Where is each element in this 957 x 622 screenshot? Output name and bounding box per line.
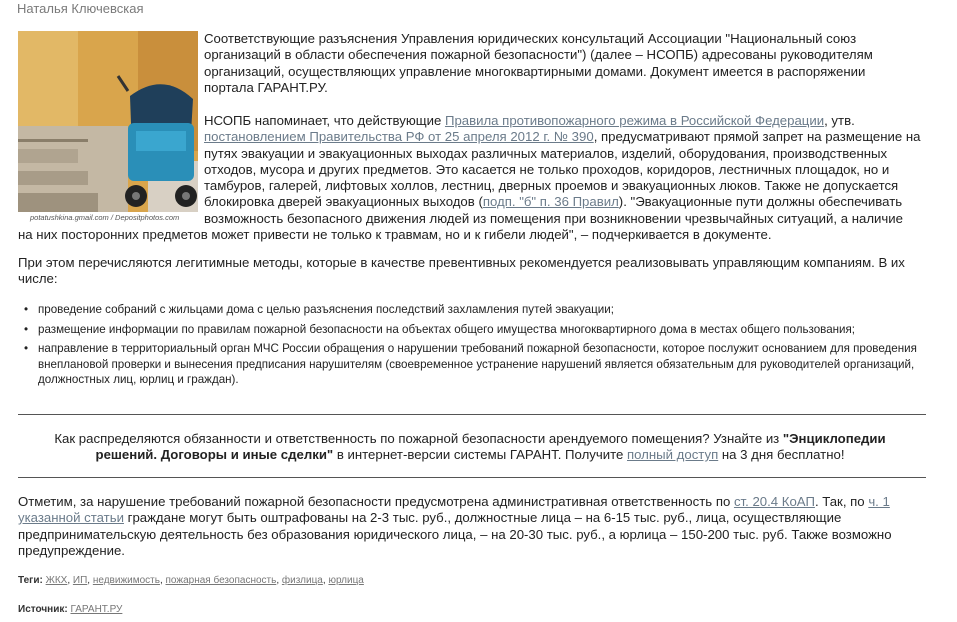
government-decree-link[interactable]: постановлением Правительства РФ от 25 апреля 2012 г. № 390: [204, 129, 594, 145]
methods-paragraph: При этом перечисляются легитимные методы, которые в качестве превентивных рекомендуется реализовывать управляющим компаниям. В их числе:: [18, 255, 905, 287]
rules-text-1: НСОПБ напоминает, что действующие: [204, 113, 445, 128]
promo-text-1: Как распределяются обязанности и ответственность по пожарной безопасности арендуемого помещения? Узнайте из: [54, 431, 783, 446]
source-row: [18, 604, 122, 615]
list-item: • проведение собраний с жильцами дома с целью разъяснения последствий захламления путей эвакуации;: [22, 302, 922, 318]
fire-rules-link[interactable]: Правила противопожарного режима в Российской Федерации: [444, 113, 825, 128]
source-label: Источник:: [18, 604, 68, 615]
tags-label: Теги:: [18, 575, 43, 586]
tag-link[interactable]: недвижимость: [92, 575, 160, 586]
article-part-link[interactable]: ч. 1 указанной статьи: [18, 494, 890, 526]
tag-link[interactable]: ЖКХ: [45, 575, 68, 586]
list-item: • размещение информации по правилам пожарной безопасности на объектах общего имущества многоквартирного дома в местах общего пользования;: [22, 322, 922, 338]
rules-text-3: , предусматривают прямой запрет на размещение на путях эвакуации и эвакуационных выходах различных материалов, изделий, оборудования, производственных отходов, мусора и других предметов. Это касается не только проходов, коридоров, лестничных площадок, но и тамбуров, галерей, лифтовых холлов, лестниц, дверных проемов и эвакуационных люков. Также не допускается блокировка дверей эвакуационных выходов (: [204, 129, 921, 210]
rules-text-4: ). "Эвакуационные пути должны обеспечивать возможность безопасного движения людей из помещения при возникновении чрезвычайных ситуаций, а наличие: [204, 194, 903, 226]
rules-text-5: на них посторонних предметов может привести не только к травмам, но и к гибели людей", – подчеркивается в документе.: [18, 227, 772, 243]
author-name: Наталья Ключевская: [17, 1, 144, 16]
full-access-link[interactable]: полный доступ: [627, 447, 719, 463]
photo-credit: potatushkina.gmail.com / Depositphotos.com: [30, 213, 180, 222]
rules-subclause-link[interactable]: подп. "б" п. 36 Правил: [482, 194, 619, 210]
methods-list: [22, 302, 922, 392]
rules-text-2: , утв.: [824, 113, 855, 128]
intro-paragraph: Соответствующие разъяснения Управления юридических консультаций Ассоциации "Национальный союз организаций в области обеспечения пожарной безопасности") (далее – НСОПБ) адресованы руководителям организаций, осуществляющих управление многоквартирными домами. Документ имеется в распоряжении портала ГАРАНТ.РУ.: [204, 31, 873, 95]
koap-article-link[interactable]: ст. 20.4 КоАП: [733, 494, 815, 509]
tag-link[interactable]: юрлица: [328, 575, 364, 586]
article-photo: [18, 31, 198, 212]
source-link[interactable]: ГАРАНТ.РУ: [70, 604, 123, 615]
tag-link[interactable]: ИП: [72, 575, 88, 586]
liability-paragraph: [18, 494, 933, 559]
divider-bottom: [18, 477, 926, 478]
tags-row: Теги: ЖКХ, ИП, недвижимость, пожарная безопасность, физлица, юрлица: [18, 575, 364, 586]
liability-text-2: . Так, по: [814, 494, 869, 509]
tag-link[interactable]: пожарная безопасность: [165, 575, 277, 586]
divider-top: [18, 414, 926, 415]
list-item: • направление в территориальный орган МЧС России обращения о нарушении требований пожарной безопасности, которое послужит основанием для проведения внеплановой проверки и вынесения предписания нарушителям (своевременное устранение нарушений является обязательным для руководителей организаций, должностных лиц, юрлиц и граждан).: [22, 341, 922, 388]
promo-text-3: на 3 дня бесплатно!: [718, 447, 845, 463]
liability-text-1: Отметим, за нарушение требований пожарной безопасности предусмотрена административная ответственность по: [18, 494, 734, 509]
stroller-in-stairwell-image: [18, 31, 198, 212]
encyclopedia-title: "Энциклопедии решений. Договоры и иные сделки": [95, 431, 886, 463]
promo-block: [30, 431, 910, 464]
liability-text-3: граждане могут быть оштрафованы на 2-3 тыс. руб., должностные лица – на 6-15 тыс. руб., лица, осуществляющие предпринимательскую деятельность без образования юридического лица, – на 20-30 тыс. руб., а юрлица – 150-200 тыс. руб. Также возможно предупреждение.: [18, 510, 892, 558]
promo-text-2: в интернет-версии системы ГАРАНТ. Получите: [333, 447, 627, 463]
tag-link[interactable]: физлица: [281, 575, 323, 586]
